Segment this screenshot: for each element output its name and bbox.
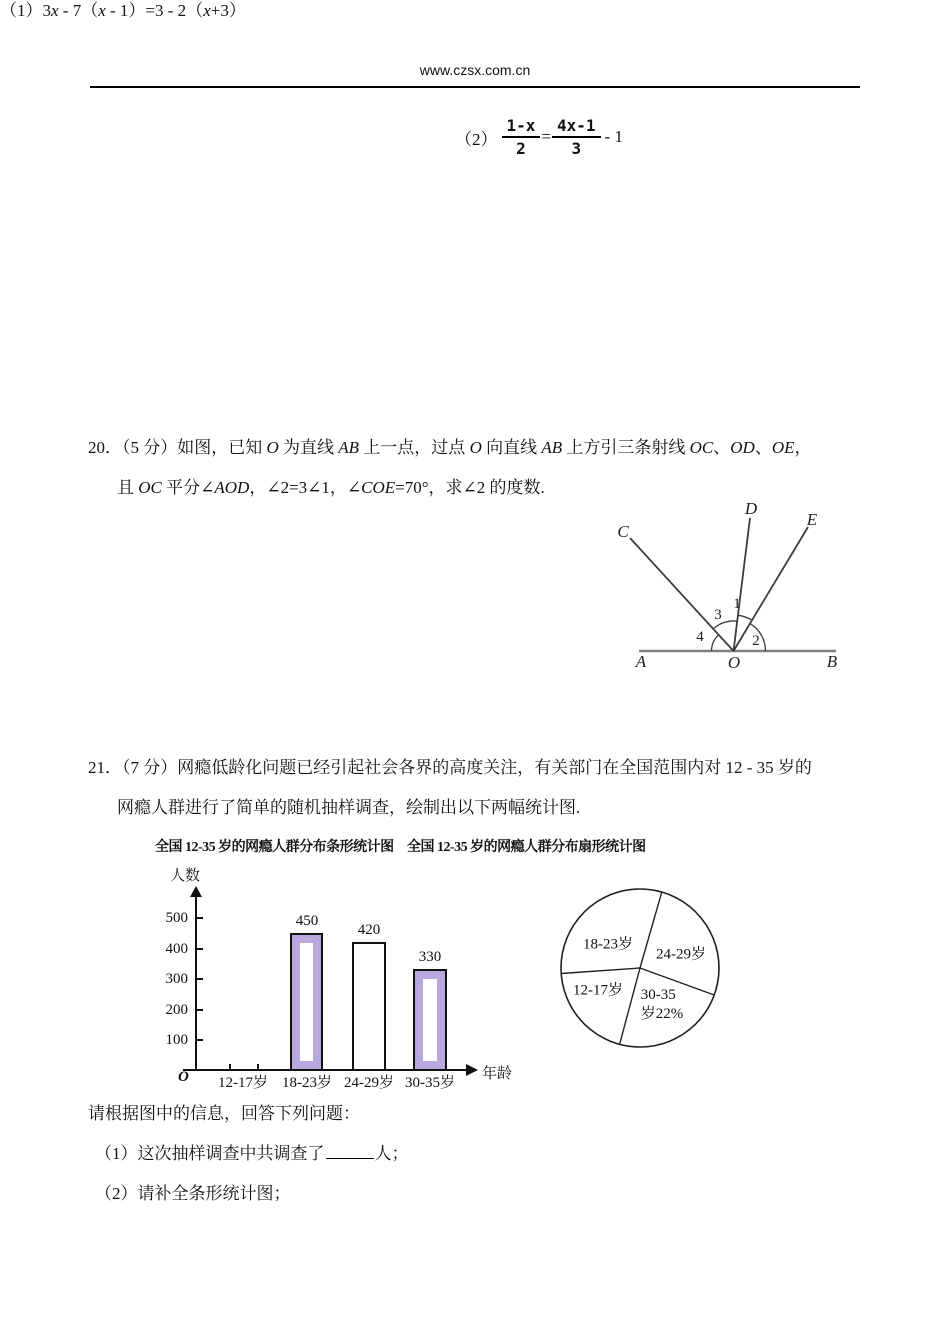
x-tick-mark-12-17 [257, 1064, 259, 1070]
question-1-suffix: 人； [374, 1144, 409, 1163]
category-label-30-35: 30-35岁 [405, 1075, 455, 1091]
question-1-text: （1）这次抽样调查中共调查了 [95, 1144, 325, 1163]
geometry-diagram [590, 495, 910, 680]
question-1 [95, 1142, 409, 1165]
point-label-D: D [744, 499, 758, 518]
x-tick-mark-12-17 [229, 1064, 231, 1070]
bar-chart-y-axis-label: 人数 [170, 868, 201, 884]
y-tick-label-300: 300 [165, 971, 188, 987]
pie-chart [545, 880, 760, 1060]
point-label-B: B [826, 652, 838, 671]
pie-slice-label-24-29: 24-29岁 [656, 946, 706, 963]
bar-chart-origin-label: O [178, 1069, 189, 1085]
angle-1-arc [738, 615, 752, 620]
fraction-2-numerator: 4x-1 [552, 116, 601, 138]
angle-label-2: 2 [752, 633, 760, 649]
angle-label-4: 4 [696, 629, 704, 645]
point-label-O: O [727, 653, 741, 672]
pie-slice-label-12-17: 12-17岁 [573, 982, 623, 999]
angle-4-arc [712, 635, 719, 651]
answer-blank [326, 1142, 374, 1159]
pie-chart-svg [545, 880, 760, 1060]
y-tick-mark [197, 917, 203, 919]
bar-24-29 [352, 942, 386, 1071]
bar-value-24-29: 420 [357, 922, 381, 938]
bar-chart [150, 862, 530, 1107]
y-tick-label-500: 500 [165, 910, 188, 926]
fraction-2 [552, 116, 601, 158]
equals-sign: = [541, 127, 551, 146]
ray-OC [630, 538, 734, 651]
ray-OD [734, 518, 751, 651]
x-axis-arrow-icon [466, 1064, 478, 1076]
category-label-12-17: 12-17岁 [218, 1075, 268, 1091]
header-divider [90, 86, 860, 88]
y-tick-mark [197, 978, 203, 980]
bar-30-35 [413, 969, 447, 1071]
bar-value-30-35: 330 [418, 949, 442, 965]
equation-2 [452, 112, 626, 162]
bar-chart-x-axis-label: 年龄 [482, 1066, 513, 1082]
angle-label-1: 1 [733, 596, 741, 612]
category-label-18-23: 18-23岁 [282, 1075, 332, 1091]
y-tick-mark [197, 1039, 203, 1041]
y-tick-label-100: 100 [165, 1032, 188, 1048]
pie-slice-label-30-35 [641, 986, 684, 1024]
equation-1: （1）3x - 7（x - 1）=3 - 2（x+3） [0, 1, 246, 20]
problem-21-line-2: 网瘾人群进行了简单的随机抽样调查，绘制出以下两幅统计图. [117, 798, 581, 817]
questions-intro: 请根据图中的信息，回答下列问题： [88, 1104, 360, 1123]
bar-value-18-23: 450 [295, 913, 319, 929]
y-tick-label-400: 400 [165, 941, 188, 957]
fraction-1 [502, 116, 541, 158]
angle-label-3: 3 [714, 607, 722, 623]
problem-21-line-1: 21．（7 分）网瘾低龄化问题已经引起社会各界的高度关注，有关部门在全国范围内对 12 - 35 岁的 [88, 758, 812, 777]
point-label-E: E [806, 510, 818, 529]
equation-2-label: （2） [455, 129, 498, 149]
point-label-C: C [617, 522, 629, 541]
pie-chart-title: 全国 12-35 岁的网瘾人群分布扇形统计图 [407, 840, 646, 855]
ray-OE [734, 527, 809, 651]
y-tick-label-200: 200 [165, 1002, 188, 1018]
category-label-24-29: 24-29岁 [344, 1075, 394, 1091]
point-label-A: A [635, 652, 647, 671]
bar-chart-title: 全国 12-35 岁的网瘾人群分布条形统计图 [155, 840, 394, 855]
fraction-1-numerator: 1-x [502, 116, 541, 138]
y-axis-line [195, 894, 197, 1071]
problem-20-line-1: 20．（5 分）如图，已知 O 为直线 AB 上一点，过点 O 向直线 AB 上方引三条射线 OC、OD、OE， [88, 438, 812, 457]
site-url: www.czsx.com.cn [419, 62, 531, 78]
pie-slice-label-18-23: 18-23岁 [583, 936, 633, 953]
question-2: （2）请补全条形统计图； [95, 1184, 291, 1203]
y-tick-mark [197, 1009, 203, 1011]
pie-slice-label-30-35-line1: 30-35 [640, 987, 676, 1003]
y-tick-mark [197, 948, 203, 950]
fraction-2-denominator: 3 [571, 139, 582, 158]
pie-slice-label-30-35-line2: 岁22% [640, 1006, 684, 1022]
fraction-1-denominator: 2 [516, 139, 526, 158]
equation-2-tail: - 1 [604, 127, 623, 146]
problem-20-line-2: 且 OC 平分∠AOD，∠2=3∠1，∠COE=70°，求∠2 的度数. [117, 478, 545, 497]
bar-18-23 [290, 933, 323, 1071]
